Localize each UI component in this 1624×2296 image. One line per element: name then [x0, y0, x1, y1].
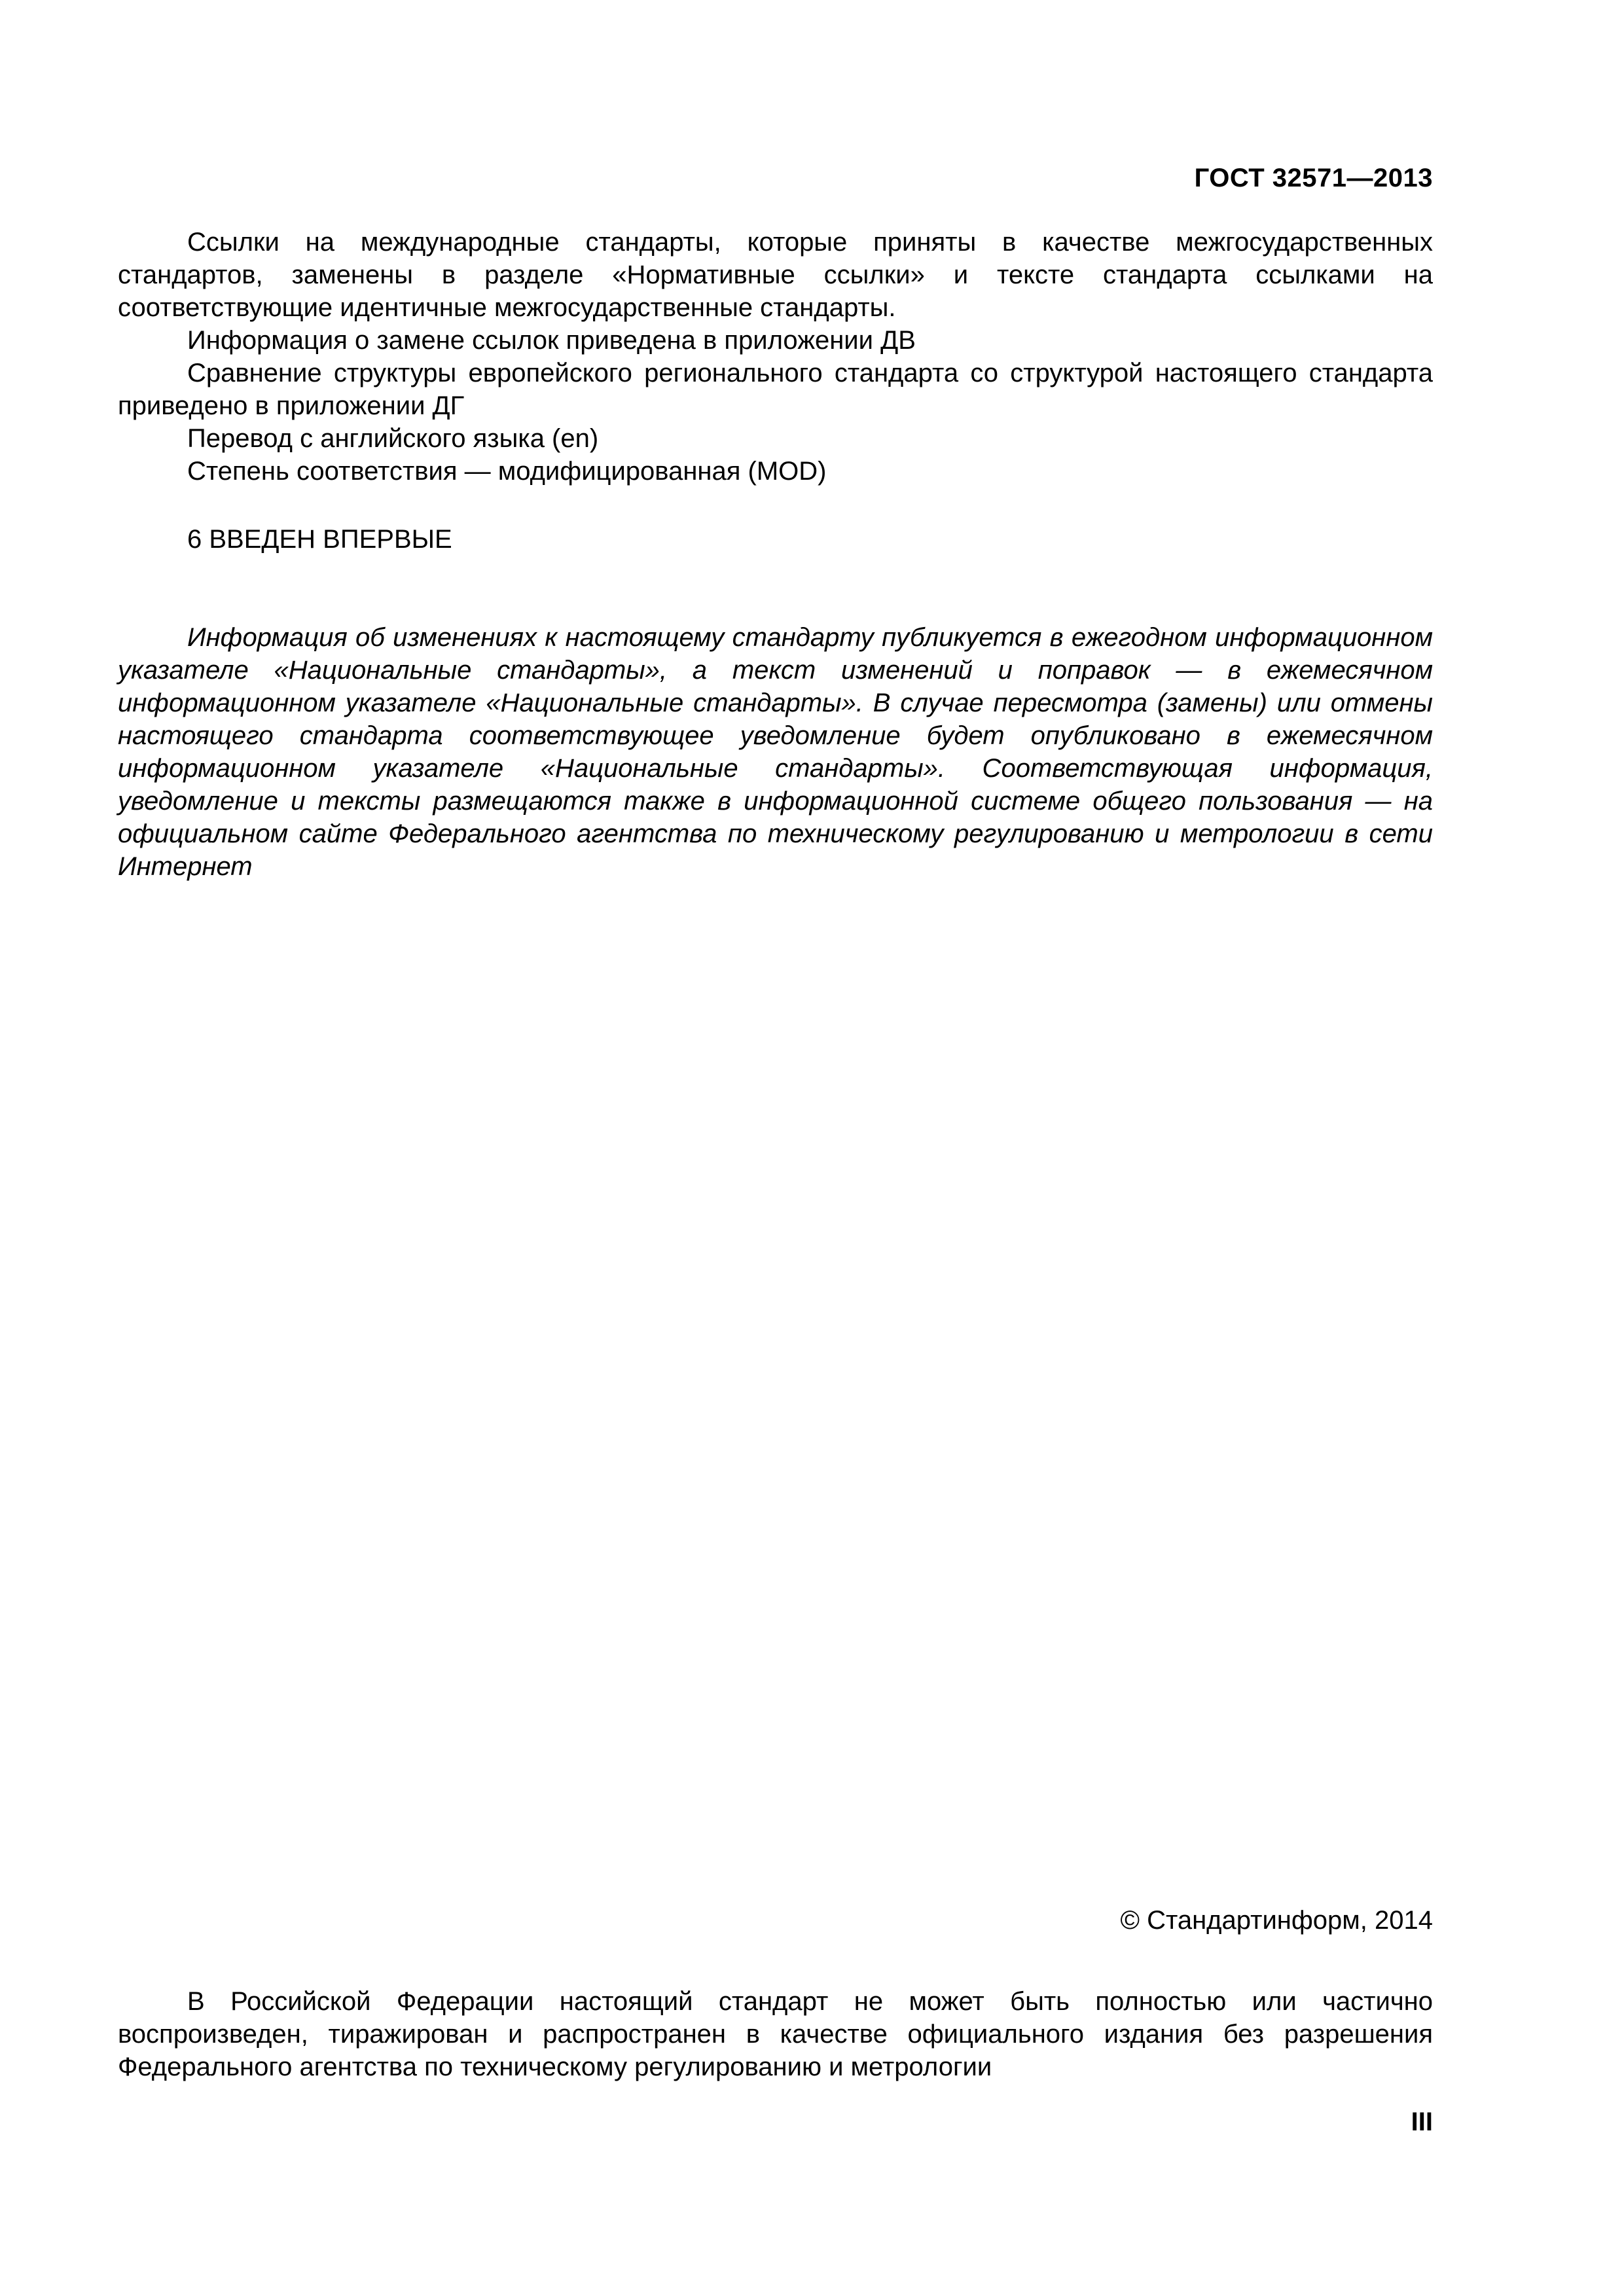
section-6-block — [118, 523, 1433, 556]
changes-info-paragraph: Информация об изменениях к настоящему стандарту публикуется в ежегодном информационном указателе «Национальные стандарты», а текст изменений и поправок — в ежемесячном информационном указателе «Национальные стандарты». В случае пересмотра (замены) или отмены настоящего стандарта соответствующее уведомление будет опубликовано в ежемесячном информационном указателе «Национальные стандарты». Соответствующая информация, уведомление и тексты размещаются также в информационной системе общего пользования — на официальном сайте Федерального агентства по техническому регулированию и метрологии в сети Интернет — [118, 623, 1433, 881]
reproduction-notice-block — [118, 1985, 1433, 2083]
references-replacement-paragraph: Ссылки на международные стандарты, которые приняты в качестве межгосударственных стандартов, заменены в разделе «Нормативные ссылки» и тексте стандарта ссылками на соответствующие идентичные межгосударственные стандарты. — [118, 228, 1433, 322]
page-number: III — [1411, 2108, 1433, 2136]
copyright-notice: © Стандартинформ, 2014 — [1120, 1906, 1433, 1935]
introduced-first-time-heading: 6 ВВЕДЕН ВПЕРВЫЕ — [187, 525, 452, 554]
references-annex-dv-paragraph: Информация о замене ссылок приведена в приложении ДВ — [187, 326, 916, 355]
structure-comparison-paragraph: Сравнение структуры европейского регионального стандарта со структурой настоящего стандарта приведено в приложении ДГ — [118, 359, 1433, 420]
standard-code-header: ГОСТ 32571—2013 — [1194, 164, 1433, 192]
conformity-degree-paragraph: Степень соответствия — модифицированная (MOD) — [187, 457, 827, 486]
changes-info-block — [118, 621, 1433, 883]
reproduction-notice-paragraph: В Российской Федерации настоящий стандарт не может быть полностью или частично воспроизведен, тиражирован и распространен в качестве официального издания без разрешения Федерального агентства по техническому регулированию и метрологии — [118, 1987, 1433, 2081]
translation-language-paragraph: Перевод с английского языка (en) — [187, 424, 599, 453]
references-block — [118, 226, 1433, 488]
